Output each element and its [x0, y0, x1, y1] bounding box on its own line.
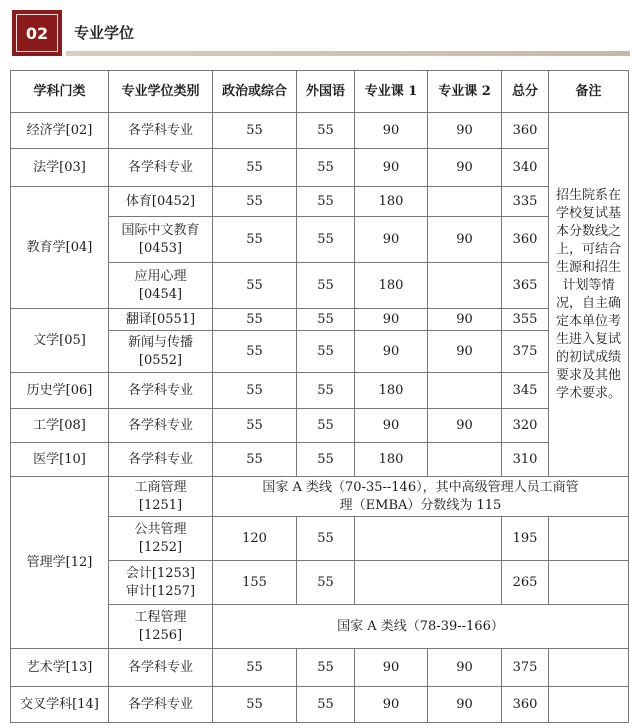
col-header: 专业课 1: [355, 71, 428, 113]
course2-cell: [428, 443, 502, 477]
remarks-cell-empty: [549, 649, 629, 687]
category-cell: 医学[10]: [11, 443, 109, 477]
type-cell: 各学科专业: [109, 149, 213, 187]
total-cell: 320: [502, 409, 549, 443]
politics-cell: 55: [213, 263, 297, 309]
foreign-language-cell: 55: [297, 443, 355, 477]
type-cell: 各学科专业: [109, 373, 213, 409]
total-cell: 310: [502, 443, 549, 477]
category-cell: 工学[08]: [11, 409, 109, 443]
category-cell: 经济学[02]: [11, 113, 109, 149]
course2-cell: 90: [428, 309, 502, 331]
merged-score-cell: [213, 477, 629, 517]
total-cell: 335: [502, 187, 549, 217]
type-code: [1252]: [138, 539, 183, 555]
foreign-language-cell: 55: [297, 217, 355, 263]
foreign-language-cell: 55: [297, 187, 355, 217]
course2-cell: 90: [428, 113, 502, 149]
course1-cell: 90: [355, 309, 428, 331]
type-cell: 翻译[0551]: [109, 309, 213, 331]
total-cell: 355: [502, 309, 549, 331]
foreign-language-cell: 55: [297, 687, 355, 723]
type-line: 新闻与传播: [127, 334, 193, 350]
type-cell: 各学科专业: [109, 649, 213, 687]
type-code: [1256]: [138, 627, 183, 643]
foreign-language-cell: 55: [297, 331, 355, 373]
remarks-cell-empty: [549, 687, 629, 723]
course1-cell: 90: [355, 687, 428, 723]
category-cell: 法学[03]: [11, 149, 109, 187]
type-line: 国际中文教育: [121, 222, 200, 238]
total-cell: 360: [502, 217, 549, 263]
course1-cell: 90: [355, 113, 428, 149]
politics-cell: 55: [213, 217, 297, 263]
foreign-language-cell: 55: [297, 649, 355, 687]
merged-line: 理（EMBA）分数线为 115: [339, 497, 502, 513]
politics-cell: 55: [213, 187, 297, 217]
total-cell: 265: [502, 561, 549, 605]
table-row: [11, 477, 629, 517]
table-row: [11, 649, 629, 687]
politics-cell: 55: [213, 309, 297, 331]
type-code: [0454]: [138, 286, 183, 302]
course1-cell: 90: [355, 149, 428, 187]
politics-cell: 55: [213, 149, 297, 187]
col-header: 政治或综合: [213, 71, 297, 113]
col-header: 专业学位类别: [109, 71, 213, 113]
politics-cell: 120: [213, 517, 297, 561]
col-header: 学科门类: [11, 71, 109, 113]
foreign-language-cell: 55: [297, 409, 355, 443]
foreign-language-cell: 55: [297, 561, 355, 605]
type-cell: [109, 517, 213, 561]
table-row: [11, 187, 629, 217]
politics-cell: 55: [213, 373, 297, 409]
remarks-cell-empty: [549, 561, 629, 605]
total-cell: 365: [502, 263, 549, 309]
col-header: 总分: [502, 71, 549, 113]
table-row: [11, 149, 629, 187]
table-row: [11, 409, 629, 443]
foreign-language-cell: 55: [297, 517, 355, 561]
course1-cell: 180: [355, 373, 428, 409]
section-header: [12, 10, 630, 56]
merged-score-cell: 国家 A 类线（78-39--166）: [213, 605, 629, 649]
foreign-language-cell: 55: [297, 309, 355, 331]
score-table: [10, 70, 629, 723]
course1-cell: 180: [355, 187, 428, 217]
total-cell: 360: [502, 113, 549, 149]
course2-cell: 90: [428, 149, 502, 187]
total-cell: 360: [502, 687, 549, 723]
course1-cell: 180: [355, 443, 428, 477]
col-header: 备注: [549, 71, 629, 113]
type-cell: 各学科专业: [109, 113, 213, 149]
course2-cell: 90: [428, 649, 502, 687]
foreign-language-cell: 55: [297, 373, 355, 409]
type-line: 会计[1253]: [125, 565, 196, 581]
politics-cell: 55: [213, 443, 297, 477]
type-cell: [109, 331, 213, 373]
merged-line: 国家 A 类线（70-35--146），其中高级管理人员工商管: [262, 479, 579, 495]
course1-cell: 180: [355, 263, 428, 309]
politics-cell: 55: [213, 113, 297, 149]
category-cell: 文学[05]: [11, 309, 109, 373]
type-cell: 体育[0452]: [109, 187, 213, 217]
total-cell: 375: [502, 649, 549, 687]
politics-cell: 55: [213, 649, 297, 687]
category-cell: 管理学[12]: [11, 477, 109, 649]
type-code: [0552]: [138, 352, 183, 368]
table-header-row: [11, 71, 629, 113]
col-header: 外国语: [297, 71, 355, 113]
col-header: 专业课 2: [428, 71, 502, 113]
category-cell: 教育学[04]: [11, 187, 109, 309]
type-cell: [109, 561, 213, 605]
course1-cell: 90: [355, 649, 428, 687]
course2-cell: 90: [428, 409, 502, 443]
type-code: [1251]: [138, 497, 183, 513]
foreign-language-cell: 55: [297, 113, 355, 149]
foreign-language-cell: 55: [297, 149, 355, 187]
type-cell: 各学科专业: [109, 687, 213, 723]
type-cell: [109, 217, 213, 263]
type-cell: 各学科专业: [109, 443, 213, 477]
type-line: 公共管理: [134, 521, 187, 537]
course-cell-empty: [355, 517, 502, 561]
table-row: [11, 443, 629, 477]
foreign-language-cell: 55: [297, 263, 355, 309]
politics-cell: 155: [213, 561, 297, 605]
type-cell: [109, 263, 213, 309]
course2-cell: [428, 187, 502, 217]
type-cell: 各学科专业: [109, 409, 213, 443]
course2-cell: 90: [428, 331, 502, 373]
course1-cell: 90: [355, 331, 428, 373]
type-line: 工商管理: [134, 479, 187, 495]
total-cell: 340: [502, 149, 549, 187]
total-cell: 195: [502, 517, 549, 561]
type-line: 审计[1257]: [125, 583, 196, 599]
type-line: 工程管理: [134, 609, 187, 625]
politics-cell: 55: [213, 687, 297, 723]
total-cell: 375: [502, 331, 549, 373]
table-row: [11, 687, 629, 723]
table-row: [11, 309, 629, 331]
type-line: 应用心理: [134, 268, 187, 284]
type-cell: [109, 477, 213, 517]
total-cell: 345: [502, 373, 549, 409]
category-cell: 历史学[06]: [11, 373, 109, 409]
course2-cell: 90: [428, 217, 502, 263]
section-title: 专业学位: [74, 24, 135, 42]
politics-cell: 55: [213, 331, 297, 373]
table-row: [11, 113, 629, 149]
header-underline: [66, 51, 630, 56]
course1-cell: 90: [355, 217, 428, 263]
table-row: [11, 373, 629, 409]
politics-cell: 55: [213, 409, 297, 443]
remarks-cell-empty: [549, 517, 629, 561]
course2-cell: [428, 373, 502, 409]
course1-cell: 90: [355, 409, 428, 443]
type-cell: [109, 605, 213, 649]
course-cell-empty: [355, 561, 502, 605]
course2-cell: [428, 263, 502, 309]
section-number-badge: 02: [12, 10, 62, 56]
category-cell: 交叉学科[14]: [11, 687, 109, 723]
remarks-cell: 招生院系在学校复试基本分数线之上，可结合生源和招生计划等情况，自主确定本单位考生进入复试的初试成绩要求及其他学术要求。: [549, 113, 629, 477]
category-cell: 艺术学[13]: [11, 649, 109, 687]
course2-cell: 90: [428, 687, 502, 723]
type-code: [0453]: [138, 240, 183, 256]
